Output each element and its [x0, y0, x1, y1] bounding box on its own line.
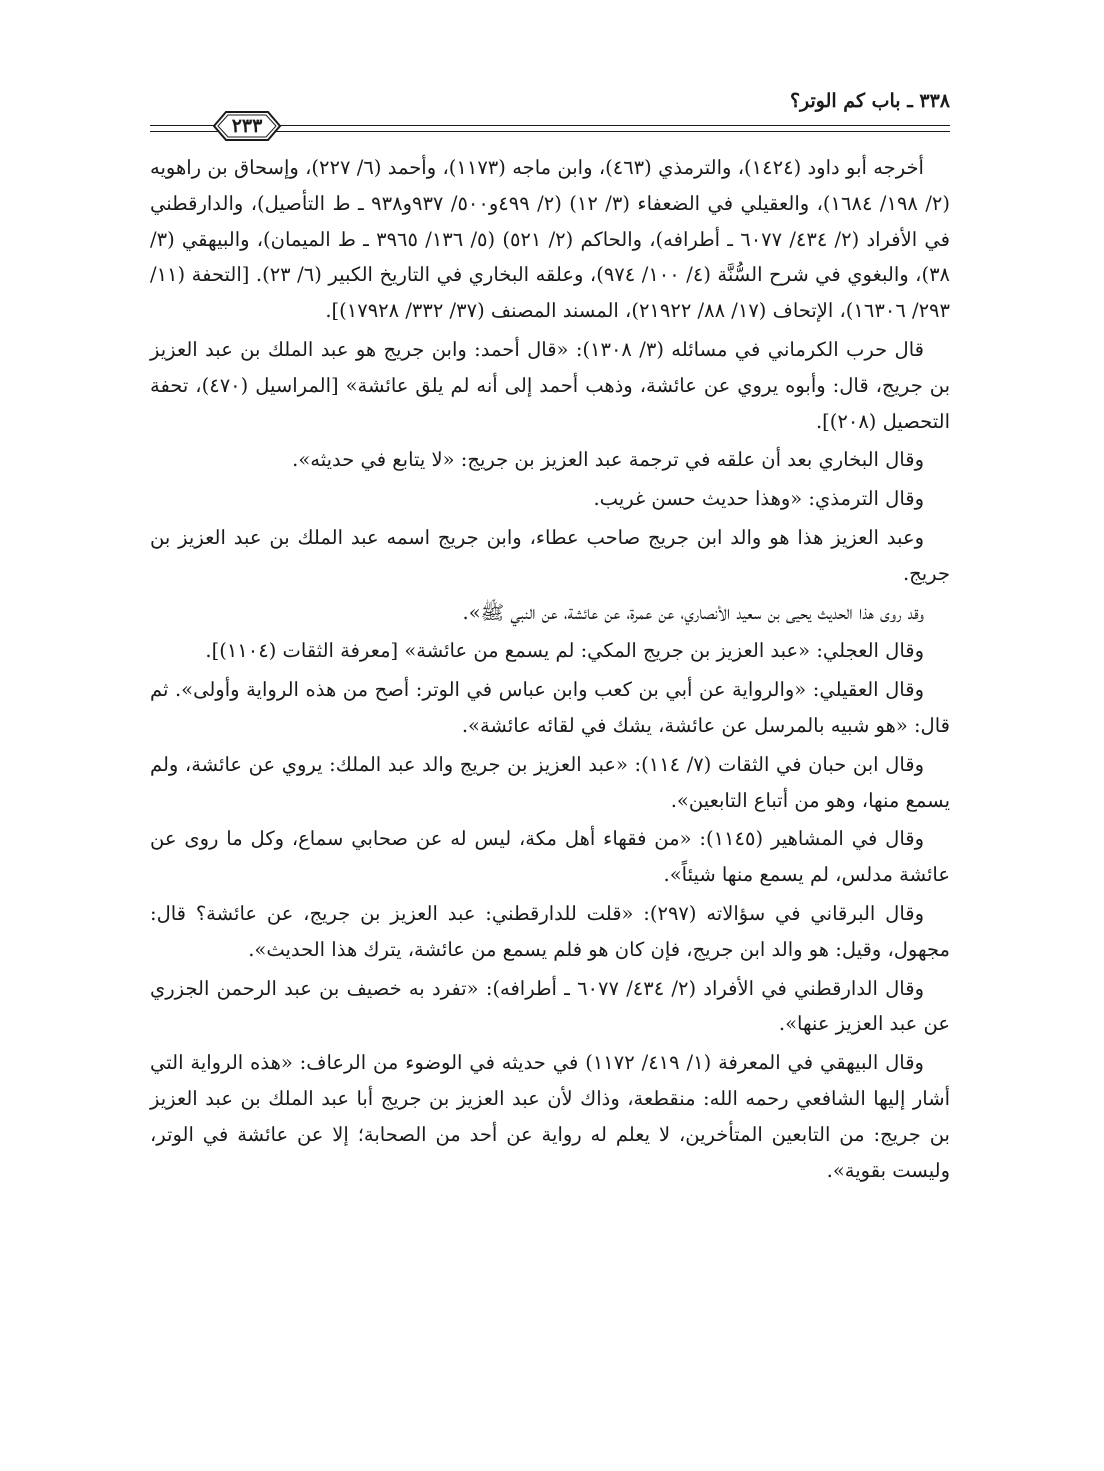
- page-header: [150, 88, 950, 137]
- paragraph: قال حرب الكرماني في مسائله (٣/ ١٣٠٨): «قال أحمد: وابن جريج هو عبد الملك بن عبد العزيز بن جريج، قال: وأبوه يروي عن عائشة، وذهب أحمد إلى أنه لم يلق عائشة» [المراسيل (٤٧٠)، تحفة التحصيل (٢٠٨)].: [150, 337, 950, 433]
- paragraph: وقال البخاري بعد أن علقه في ترجمة عبد العزيز بن جريج: «لا يتابع في حديثه».: [292, 448, 924, 472]
- paragraph: وقال الدارقطني في الأفراد (٢/ ٤٣٤/ ٦٠٧٧ ـ أطرافه): «تفرد به خصيف بن عبد الرحمن الجزري عن عبد العزيز عنها».: [150, 976, 950, 1036]
- page: [150, 88, 950, 1388]
- page-body: [150, 150, 950, 1188]
- paragraph: وقد روى هذا الحديث يحيى بن سعيد الأنصاري، عن عمرة، عن عائشة، عن النبي ﷺ».: [462, 600, 924, 624]
- paragraph: أخرجه أبو داود (١٤٢٤)، والترمذي (٤٦٣)، وابن ماجه (١١٧٣)، وأحمد (٦/ ٢٢٧)، وإسحاق بن راهويه (٢/ ١٩٨/ ١٦٨٤)، والعقيلي في الضعفاء (٣/ ١٢) (٢/ ٤٩٩و٥٠٠/ ٩٣٧و٩٣٨ ـ ط التأصيل)، والدارقطني في الأفراد (٢/ ٤٣٤/ ٦٠٧٧ ـ أطرافه)، والحاكم (٢/ ٥٢١) (٥/ ١٣٦/ ٣٩٦٥ ـ ط الميمان)، والبيهقي (٣/ ٣٨)، والبغوي في شرح السُّنَّة (٤/ ١٠٠/ ٩٧٤)، وعلقه البخاري في التاريخ الكبير (٦/ ٢٣). [التحفة (١١/ ٢٩٣/ ١٦٣٠٦)، الإتحاف (١٧/ ٨٨/ ٢١٩٢٢)، المسند المصنف (٣٧/ ٣٣٢/ ١٧٩٢٨)].: [150, 156, 951, 323]
- paragraph: وعبد العزيز هذا هو والد ابن جريج صاحب عطاء، وابن جريج اسمه عبد الملك بن عبد العزيز بن جريج.: [150, 525, 950, 585]
- header-rule-right: [274, 125, 950, 132]
- paragraph: وقال البيهقي في المعرفة (١/ ٤١٩/ ١١٧٢) في حديثه في الوضوء من الرعاف: «هذه الرواية التي أشار إليها الشافعي رحمه الله: منقطعة، وذاك لأن عبد العزيز بن جريج أبا عبد الملك بن عبد العزيز بن جريج: من التابعين المتأخرين، لا يعلم له رواية عن أحد من الصحابة؛ إلا عن عائشة في الوتر، وليست بقوية».: [150, 1051, 950, 1182]
- paragraph: وقال العقيلي: «والرواية عن أبي بن كعب وابن عباس في الوتر: أصح من هذه الرواية وأولى». ثم قال: «هو شبيه بالمرسل عن عائشة، يشك في لقائه عائشة».: [150, 678, 950, 737]
- chapter-title: ٣٣٨ ـ باب كم الوتر؟: [789, 90, 950, 112]
- paragraph: وقال ابن حبان في الثقات (٧/ ١١٤): «عبد العزيز بن جريج والد عبد الملك: يروي عن عائشة، ولم يسمع منها، وهو من أتباع التابعين».: [150, 752, 950, 812]
- paragraph: وقال البرقاني في سؤالاته (٢٩٧): «قلت للدارقطني: عبد العزيز بن جريج، عن عائشة؟ قال: مجهول، وقيل: هو والد ابن جريج، فإن كان هو فلم يسمع من عائشة، يترك هذا الحديث».: [150, 901, 950, 961]
- paragraph: وقال العجلي: «عبد العزيز بن جريج المكي: لم يسمع من عائشة» [معرفة الثقات (١١٠٤)].: [205, 639, 924, 663]
- page-number-badge: [200, 108, 294, 144]
- paragraph: وقال الترمذي: «وهذا حديث حسن غريب.: [593, 487, 924, 511]
- paragraph: وقال في المشاهير (١١٤٥): «من فقهاء أهل مكة، ليس له عن صحابي سماع، وكل ما روى عن عائشة مدلس، لم يسمع منها شيئاً».: [150, 827, 950, 887]
- page-number: ٢٣٣: [231, 115, 263, 137]
